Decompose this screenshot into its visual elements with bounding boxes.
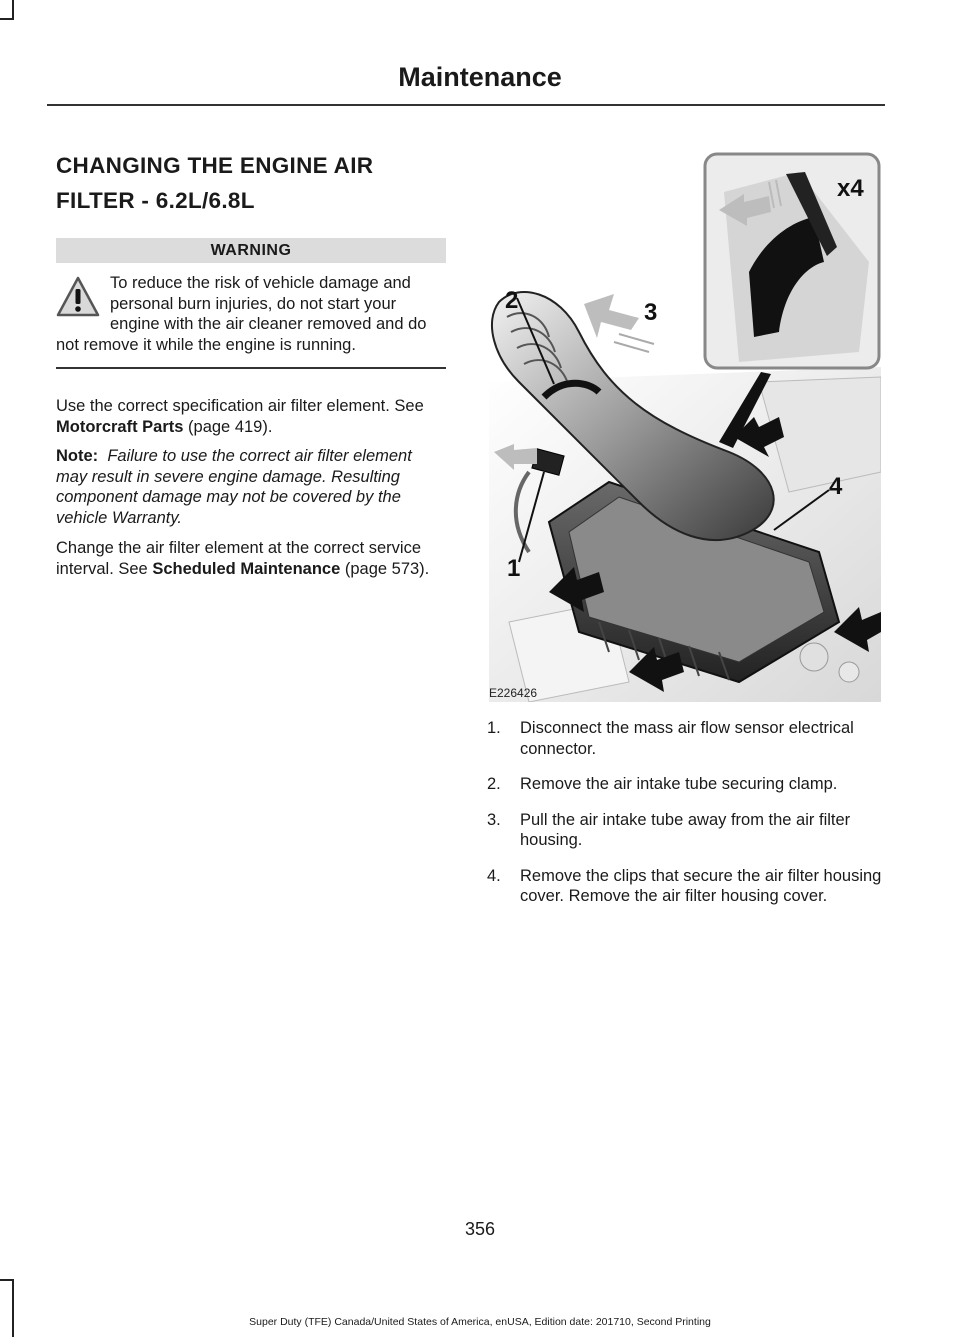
- paragraph-specification: [56, 396, 446, 437]
- step-item: [487, 810, 887, 851]
- para1-page-ref: (page 419).: [183, 417, 273, 436]
- section-title: [56, 148, 446, 218]
- step-number: 1.: [487, 719, 501, 737]
- section-title-line2: FILTER - 6.2L/6.8L: [56, 188, 255, 213]
- step-number: 2.: [487, 775, 501, 793]
- step-number: 4.: [487, 866, 501, 885]
- footer-edition: Super Duty (TFE) Canada/United States of America, enUSA, Edition date: 201710, Second Printing: [249, 1316, 711, 1328]
- para2-text: Change the air filter element at the correct service interval. See: [56, 539, 422, 578]
- callout-3: 3: [644, 299, 658, 326]
- step-text: Remove the clips that secure the air filter housing cover. Remove the air filter housing cover.: [520, 866, 882, 905]
- callout-2: 2: [505, 287, 519, 314]
- crop-mark: [0, 18, 14, 20]
- scheduled-maintenance-link[interactable]: Scheduled Maintenance: [152, 559, 341, 578]
- note-paragraph: [56, 446, 446, 528]
- crop-mark: [0, 1279, 14, 1281]
- inset-quantity: x4: [837, 175, 864, 202]
- warning-triangle-icon: [56, 275, 100, 319]
- step-item: [487, 866, 887, 907]
- page-header-title: Maintenance: [398, 62, 562, 92]
- step-item: [487, 774, 887, 795]
- warning-banner: WARNING: [56, 238, 446, 263]
- callout-4: 4: [829, 473, 843, 500]
- instruction-steps: [487, 718, 887, 922]
- paragraph-service-interval: [56, 538, 446, 579]
- para1-text: Use the correct specification air filter element. See: [56, 397, 424, 415]
- left-column: [56, 148, 446, 579]
- note-label: Note:: [56, 447, 99, 465]
- callout-1: 1: [507, 555, 521, 582]
- motorcraft-parts-link[interactable]: Motorcraft Parts: [56, 417, 184, 436]
- step-text: Remove the air intake tube securing clamp.: [520, 775, 838, 793]
- warning-box: [56, 263, 446, 369]
- header-rule: [47, 104, 885, 106]
- crop-mark: [12, 0, 14, 18]
- air-filter-illustration: [489, 152, 881, 702]
- step-text: Pull the air intake tube away from the air filter housing.: [520, 810, 851, 849]
- section-title-line1: CHANGING THE ENGINE AIR: [56, 153, 374, 178]
- para2-page-ref: (page 573).: [340, 559, 430, 578]
- step-text: Disconnect the mass air flow sensor electrical connector.: [520, 719, 854, 758]
- figure-id: E226426: [489, 686, 538, 700]
- page-number: 356: [464, 1219, 496, 1239]
- step-number: 3.: [487, 810, 501, 829]
- warning-text: To reduce the risk of vehicle damage and personal burn injuries, do not start your engine with the air cleaner removed and do not remove it while the engine is running.: [56, 274, 427, 354]
- crop-mark: [12, 1279, 14, 1337]
- note-text: Failure to use the correct air filter element may result in severe engine damage. Resulting component damage may not be covered by the vehicle Warranty.: [56, 447, 412, 527]
- step-item: [487, 718, 887, 759]
